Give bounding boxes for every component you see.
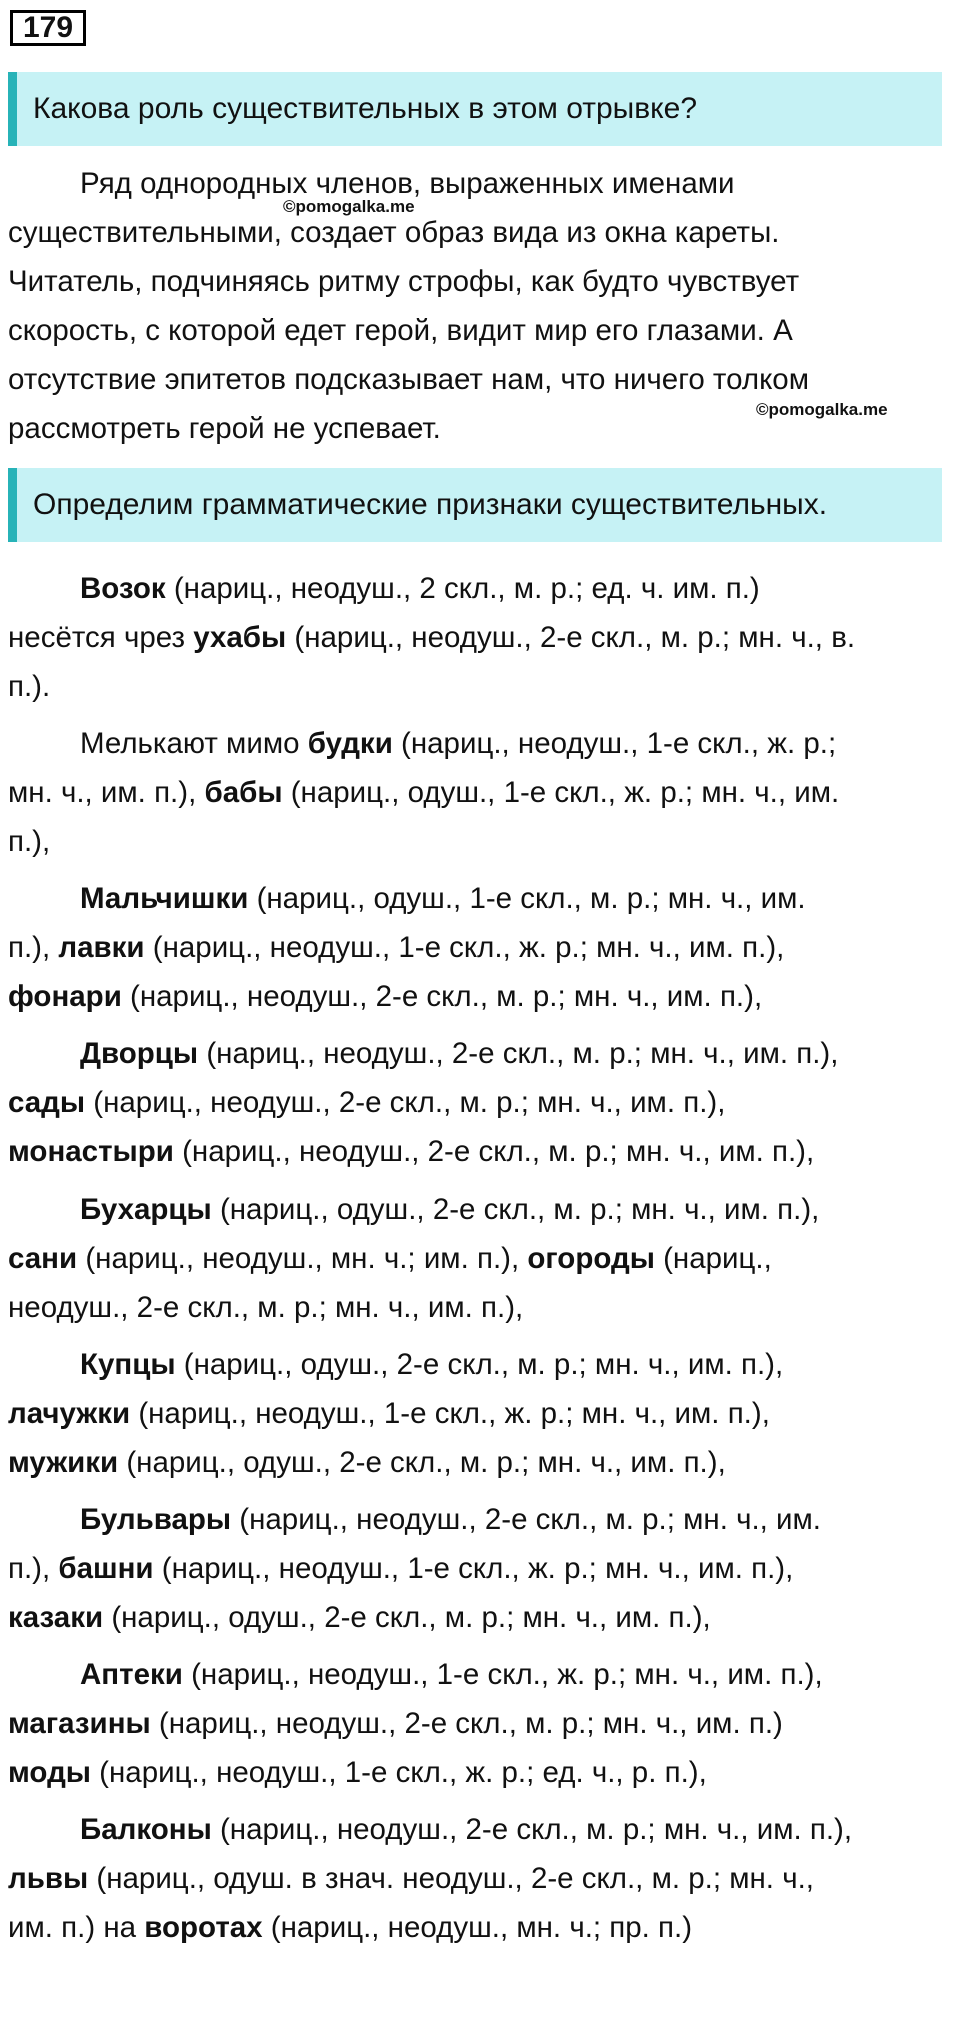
- noun-word: ухабы: [193, 621, 287, 654]
- noun-word: воротах: [144, 1911, 263, 1944]
- noun-word: магазины: [8, 1707, 151, 1740]
- entry-line: [8, 1389, 948, 1438]
- answer-line: существительными, создает образ вида из окна кареты.: [8, 216, 780, 249]
- grammar-features: (нариц., одуш., 2-е скл., м. р.; мн. ч., им. п.),: [103, 1601, 711, 1634]
- grammar-features: (нариц., неодуш., 2-е скл., м. р.; мн. ч., им. п.),: [121, 980, 763, 1013]
- grammar-features: (нариц., неодуш., 1-е скл., ж. р.;: [392, 727, 837, 760]
- grammar-features: Мелькают мимо: [80, 727, 308, 760]
- question-text: Какова роль существительных в этом отрывке?: [33, 92, 698, 125]
- noun-word: казаки: [8, 1601, 104, 1634]
- entry-line: [8, 1495, 948, 1544]
- noun-word: Аптеки: [80, 1658, 183, 1691]
- noun-word: огороды: [527, 1242, 655, 1275]
- entry-line: [8, 1699, 948, 1748]
- noun-word: башни: [58, 1552, 154, 1585]
- noun-word: Мальчишки: [80, 882, 249, 915]
- entry-line: [8, 1340, 948, 1389]
- answer-line: отсутствие эпитетов подсказывает нам, что ничего толком: [8, 363, 809, 396]
- entry-line: [8, 1748, 948, 1797]
- grammar-heading-banner: [8, 468, 942, 542]
- watermark: ©pomogalka.me: [283, 197, 415, 216]
- noun-word: львы: [8, 1862, 89, 1895]
- grammar-features: п.),: [8, 825, 51, 858]
- entry-line: [8, 1438, 948, 1487]
- entry-line: [8, 613, 948, 662]
- noun-word: бабы: [204, 776, 283, 809]
- grammar-features: (нариц., неодуш., 2-е скл., м. р.; мн. ч., им. п.),: [173, 1135, 815, 1168]
- entry-line: [8, 1854, 948, 1903]
- entry-line: [8, 768, 948, 817]
- entry-line: [8, 1903, 948, 1952]
- noun-entry: [8, 719, 948, 866]
- grammar-heading-text: Определим грамматические признаки существительных.: [33, 488, 828, 521]
- noun-word: фонари: [8, 980, 122, 1013]
- noun-entry: [8, 1650, 948, 1797]
- grammar-features: п.),: [8, 1552, 59, 1585]
- noun-word: Дворцы: [80, 1037, 199, 1070]
- entry-line: [8, 1805, 948, 1854]
- grammar-features: (нариц., неодуш., 1-е скл., ж. р.; ед. ч., р. п.),: [90, 1756, 707, 1789]
- grammar-features: (нариц., одуш., 1-е скл., ж. р.; мн. ч., им.: [282, 776, 840, 809]
- grammar-features: (нариц., неодуш., 2-е скл., м. р.; мн. ч., им. п.),: [85, 1086, 726, 1119]
- entry-line: [8, 1593, 948, 1642]
- answer-line: рассмотреть герой не успевает.: [8, 412, 441, 445]
- noun-word: Балконы: [80, 1813, 212, 1846]
- noun-word: монастыри: [8, 1135, 174, 1168]
- grammar-features: п.).: [8, 670, 51, 703]
- grammar-features: неодуш., 2-е скл., м. р.; мн. ч., им. п.),: [8, 1291, 524, 1324]
- entry-line: [8, 1078, 948, 1127]
- noun-entry: [8, 1340, 948, 1487]
- entry-line: [8, 1127, 948, 1176]
- answer-line: скорость, с которой едет герой, видит мир его глазами. А: [8, 314, 793, 347]
- grammar-features: им. п.) на: [8, 1911, 145, 1944]
- noun-entry: [8, 1029, 948, 1176]
- noun-word: будки: [307, 727, 393, 760]
- grammar-features: (нариц., неодуш., 2 скл., м. р.; ед. ч. им. п.): [165, 572, 760, 605]
- entry-line: [8, 923, 948, 972]
- grammar-features: (нариц., неодуш., мн. ч.; пр. п.): [262, 1911, 693, 1944]
- task-number: 179: [10, 10, 86, 46]
- entry-line: [8, 817, 948, 866]
- answer-line: Читатель, подчиняясь ритму строфы, как будто чувствует: [8, 265, 800, 298]
- grammar-features: (нариц., неодуш., 2-е скл., м. р.; мн. ч., им. п.),: [211, 1813, 853, 1846]
- noun-entry: [8, 564, 948, 711]
- grammar-features: (нариц., одуш., 2-е скл., м. р.; мн. ч., им. п.),: [118, 1446, 726, 1479]
- grammar-features: мн. ч., им. п.),: [8, 776, 205, 809]
- noun-entry: [8, 1185, 948, 1332]
- grammar-features: (нариц., одуш., 2-е скл., м. р.; мн. ч., им. п.),: [211, 1193, 820, 1226]
- entry-line: [8, 1283, 948, 1332]
- answer-line: Ряд однородных членов, выраженных именами: [80, 167, 735, 200]
- grammar-features: п.),: [8, 931, 59, 964]
- noun-entry: [8, 1495, 948, 1642]
- entry-line: [8, 662, 948, 711]
- noun-word: лавки: [58, 931, 145, 964]
- entry-line: [8, 1029, 948, 1078]
- grammar-features: (нариц., неодуш., 1-е скл., ж. р.; мн. ч., им. п.),: [130, 1397, 770, 1430]
- noun-word: моды: [8, 1756, 91, 1789]
- grammar-features: (нариц., одуш. в знач. неодуш., 2-е скл., м. р.; мн. ч.,: [88, 1862, 814, 1895]
- entry-line: [8, 1185, 948, 1234]
- grammar-features: (нариц., неодуш., 2-е скл., м. р.; мн. ч., им.: [231, 1503, 822, 1536]
- noun-word: Купцы: [80, 1348, 176, 1381]
- grammar-features: (нариц., неодуш., 1-е скл., ж. р.; мн. ч., им. п.),: [144, 931, 785, 964]
- noun-word: Бульвары: [80, 1503, 232, 1536]
- grammar-features: (нариц.,: [654, 1242, 772, 1275]
- entry-line: [8, 874, 948, 923]
- noun-entry: [8, 1805, 948, 1952]
- grammar-features: (нариц., неодуш., 1-е скл., ж. р.; мн. ч., им. п.),: [182, 1658, 823, 1691]
- noun-word: сани: [8, 1242, 78, 1275]
- grammar-features: (нариц., неодуш., 2-е скл., м. р.; мн. ч., им. п.): [150, 1707, 783, 1740]
- noun-word: Возок: [80, 572, 166, 605]
- grammar-features: несётся чрез: [8, 621, 194, 654]
- entry-line: [8, 719, 948, 768]
- watermark: ©pomogalka.me: [756, 400, 888, 419]
- grammar-features: (нариц., неодуш., 2-е скл., м. р.; мн. ч., им. п.),: [198, 1037, 839, 1070]
- noun-word: сады: [8, 1086, 86, 1119]
- noun-word: лачужки: [8, 1397, 131, 1430]
- entry-line: [8, 972, 948, 1021]
- noun-word: Бухарцы: [80, 1193, 212, 1226]
- entry-line: [8, 1650, 948, 1699]
- noun-entry: [8, 874, 948, 1021]
- grammar-features: (нариц., одуш., 1-е скл., м. р.; мн. ч., им.: [248, 882, 806, 915]
- question-banner: [8, 72, 942, 146]
- grammar-features: (нариц., неодуш., 2-е скл., м. р.; мн. ч., в.: [286, 621, 856, 654]
- entry-line: [8, 1234, 948, 1283]
- grammar-features: (нариц., одуш., 2-е скл., м. р.; мн. ч., им. п.),: [175, 1348, 784, 1381]
- grammar-features: (нариц., неодуш., мн. ч.; им. п.),: [77, 1242, 528, 1275]
- entry-line: [8, 1544, 948, 1593]
- entry-line: [8, 564, 948, 613]
- noun-word: мужики: [8, 1446, 119, 1479]
- grammar-features: (нариц., неодуш., 1-е скл., ж. р.; мн. ч., им. п.),: [153, 1552, 794, 1585]
